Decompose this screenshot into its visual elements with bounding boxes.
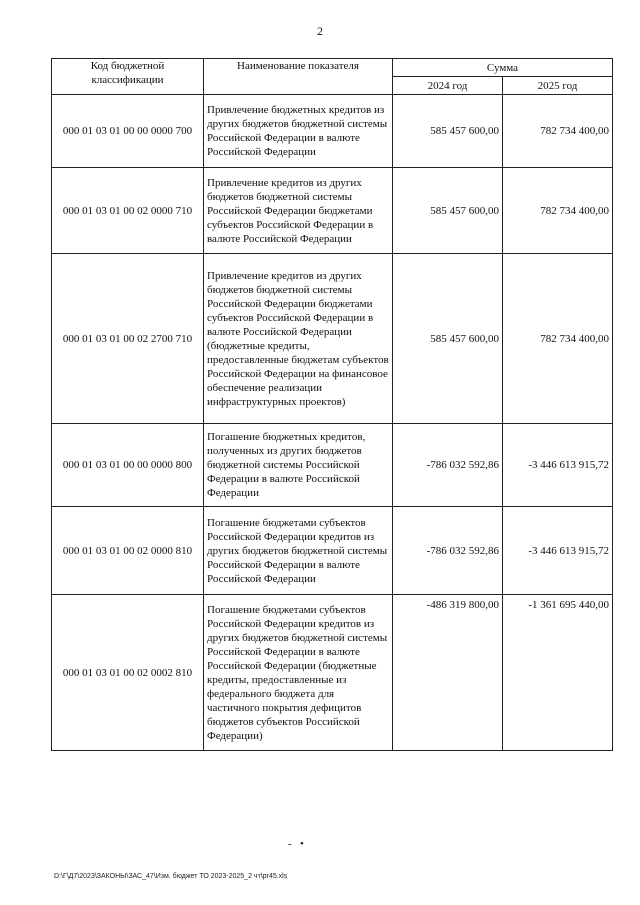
file-path-footer: D:\Г\Д7\2023\ЗАКОНЫ\ЗАС_47\Изм. бюджет ТО 2023-2025_2 чт\pr45.xls: [54, 873, 288, 880]
row-code: 000 01 03 01 00 00 0000 800: [52, 424, 204, 507]
table-row: [52, 254, 613, 424]
table-row: [52, 168, 613, 254]
row-value-2024: -486 319 800,00: [393, 595, 503, 751]
row-code: 000 01 03 01 00 02 0002 810: [52, 595, 204, 751]
row-value-2024: 585 457 600,00: [393, 254, 503, 424]
table-row: [52, 95, 613, 168]
row-value-2025: -1 361 695 440,00: [503, 595, 613, 751]
row-value-2025: 782 734 400,00: [503, 254, 613, 424]
header-year-2024: 2024 год: [393, 77, 503, 95]
margin-mark: •: [300, 838, 304, 850]
row-code: 000 01 03 01 00 00 0000 700: [52, 95, 204, 168]
row-value-2024: 585 457 600,00: [393, 168, 503, 254]
header-year-2025: 2025 год: [503, 77, 613, 95]
margin-mark: -: [288, 838, 292, 850]
row-value-2025: 782 734 400,00: [503, 95, 613, 168]
row-name: Погашение бюджетами субъектов Российской Федерации кредитов из других бюджетов бюджетной системы Российской Федерации в валюте Российской Федерации: [204, 507, 393, 595]
header-code: Код бюджетной классификации: [52, 59, 204, 95]
row-code: 000 01 03 01 00 02 2700 710: [52, 254, 204, 424]
row-code: 000 01 03 01 00 02 0000 710: [52, 168, 204, 254]
row-name: Привлечение бюджетных кредитов из других бюджетов бюджетной системы Российской Федерации в валюте Российской Федерации: [204, 95, 393, 168]
header-sum: Сумма: [393, 59, 613, 77]
row-value-2024: -786 032 592,86: [393, 424, 503, 507]
table-header-row: [52, 59, 613, 77]
header-name: Наименование показателя: [204, 59, 393, 95]
row-code: 000 01 03 01 00 02 0000 810: [52, 507, 204, 595]
row-value-2025: -3 446 613 915,72: [503, 424, 613, 507]
row-name: Погашение бюджетных кредитов, полученных из других бюджетов бюджетной системы Российской Федерации в валюте Российской Федерации: [204, 424, 393, 507]
page-number: 2: [317, 24, 323, 38]
row-name: Погашение бюджетами субъектов Российской Федерации кредитов из других бюджетов бюджетной системы Российской Федерации в валюте Российской Федерации (бюджетные кредиты, предоставленные из федерального бюджета для частичного покрытия дефицитов бюджетов субъектов Российской Федерации): [204, 595, 393, 751]
row-name: Привлечение кредитов из других бюджетов бюджетной системы Российской Федерации бюджетами субъектов Российской Федерации в валюте Российской Федерации (бюджетные кредиты, предоставленные бюджетам субъектов Российской Федерации на финансовое обеспечение реализации инфраструктурных проектов): [204, 254, 393, 424]
table-row: [52, 424, 613, 507]
row-value-2024: -786 032 592,86: [393, 507, 503, 595]
table-row: [52, 507, 613, 595]
row-value-2024: 585 457 600,00: [393, 95, 503, 168]
budget-table: [51, 58, 613, 751]
table-row: [52, 595, 613, 751]
row-value-2025: -3 446 613 915,72: [503, 507, 613, 595]
row-name: Привлечение кредитов из других бюджетов бюджетной системы Российской Федерации бюджетами субъектов Российской Федерации в валюте Российской Федерации: [204, 168, 393, 254]
row-value-2025: 782 734 400,00: [503, 168, 613, 254]
